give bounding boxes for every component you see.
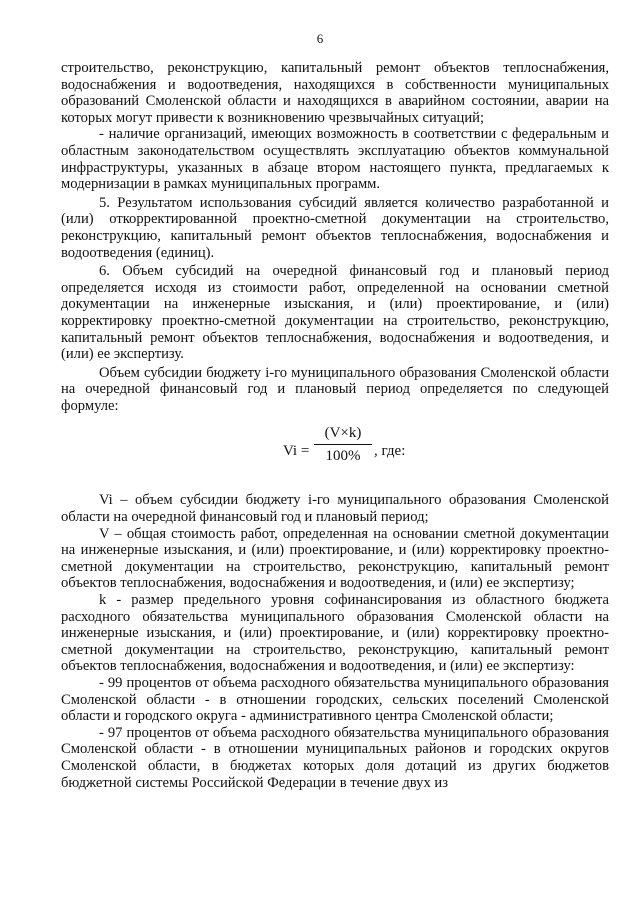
formula-denominator: 100% [325,448,361,465]
paragraph: - 97 процентов от объема расходного обязательства муниципального образования Смоленской области - в отношении муниципальных районов и городских округов Смоленской области, в бюджетах которых доля дотаций из других бюджетов бюджетной системы Российской Федерации в течение двух из [61,724,609,791]
formula-numerator: (V×k) [314,425,372,445]
paragraph: k - размер предельного уровня софинансирования из областного бюджета расходного обязательства муниципального образования Смоленской области на инженерные изыскания, и (или) проектирование, и (или) корректировку проектно-сметной документации на строительство, реконструкцию, капитальный ремонт объектов теплоснабжения, водоснабжения и водоотведения, и (или) ее экспертизу: [61,592,609,675]
formula-lhs: Vi = [283,443,310,460]
paragraph: 6. Объем субсидий на очередной финансовый год и плановый период определяется исходя из стоимости работ, определенной на основании сметной документации на инженерные изыскания, и (или) проектирование, и (или) корректировку проектно-сметной документации на строительство, реконструкцию, капитальный ремонт объектов теплоснабжения, водоснабжения и водоотведения, и (или) ее экспертизу. [61,263,609,363]
paragraph: строительство, реконструкцию, капитальный ремонт объектов теплоснабжения, водоснабжения и водоотведения, находящихся в собственности муниципальных образований Смоленской области и находящихся в аварийном состоянии, аварии на которых могут привести к возникновению чрезвычайных ситуаций; [61,60,609,126]
formula-rhs: , где: [374,443,406,460]
document-body [61,60,609,791]
paragraph: V – общая стоимость работ, определенная на основании сметной документации на инженерные изыскания, и (или) проектирование, и (или) корректировку проектно-сметной документации на строительство, реконструкцию, капитальный ремонт объектов теплоснабжения, водоснабжения и водоотведения, и (или) ее экспертизу; [61,525,609,592]
formula-fraction [314,425,372,464]
paragraph: Vi – объем субсидии бюджету i-го муниципального образования Смоленской области на очередной финансовый год и плановый период; [61,492,609,526]
paragraph: 5. Результатом использования субсидий является количество разработанной и (или) откорректированной проектно-сметной документации на строительство, реконструкцию, капитальный ремонт объектов теплоснабжения, водоснабжения и водоотведения (единиц). [61,194,609,261]
paragraph: - наличие организаций, имеющих возможность в соответствии с федеральным и областным законодательством осуществлять эксплуатацию объектов коммунальной инфраструктуры, указанных в абзаце втором настоящего пункта, предлагаемых к модернизации в рамках муниципальных программ. [61,126,609,193]
formula [61,422,609,478]
page-number: 6 [316,31,324,46]
paragraph: - 99 процентов от объема расходного обязательства муниципального образования Смоленской области - в отношении городских, сельских поселений Смоленской области и городского округа - административного центра Смоленской области; [61,675,609,725]
paragraph: Объем субсидии бюджету i-го муниципального образования Смоленской области на очередной финансовый год и плановый период определяется по следующей формуле: [61,364,609,414]
